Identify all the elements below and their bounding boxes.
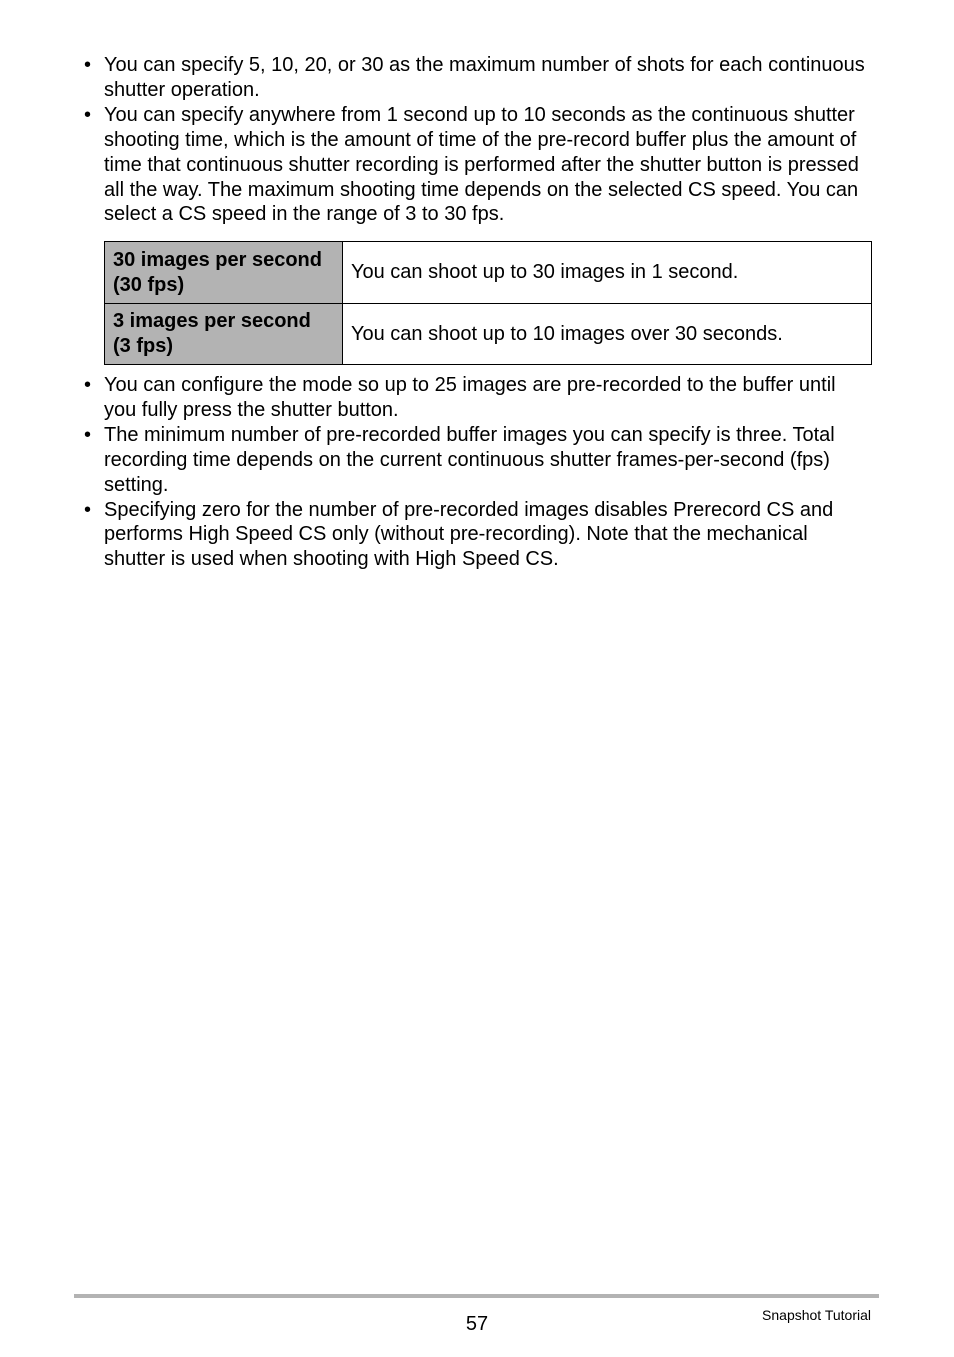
bullet-symbol: • (84, 374, 92, 396)
bullet-list-top (82, 53, 872, 227)
bullet-text: You can specify anywhere from 1 second up to 10 seconds as the continuous shutter shooting time, which is the amount of time of the pre-record buffer plus the amount of time that continuous shutter recording is performed after the shutter button is pressed all the way. The maximum shooting time depends on the selected CS speed. You can select a CS speed in the range of 3 to 30 fps. (104, 103, 859, 226)
section-name: Snapshot Tutorial (762, 1307, 871, 1323)
bullet-text: You can configure the mode so up to 25 images are pre-recorded to the buffer until you fully press the shutter button. (104, 374, 836, 421)
bullet-item (82, 373, 872, 423)
bullet-item (82, 53, 872, 103)
cs-speed-table (104, 241, 872, 365)
bullet-item (82, 498, 872, 573)
bullet-text: The minimum number of pre-recorded buffer images you can specify is three. Total recording time depends on the current continuous shutter frames-per-second (fps) setting. (104, 423, 835, 496)
description-cell: You can shoot up to 30 images in 1 second. (343, 242, 872, 304)
speed-fps: (3 fps) (113, 335, 173, 357)
speed-label: 3 images per second (113, 310, 311, 333)
bullet-text: Specifying zero for the number of pre-recorded images disables Prerecord CS and performs High Speed CS only (without pre-recording). Note that the mechanical shutter is used when shooting with High Speed CS. (104, 498, 834, 571)
description-cell: You can shoot up to 10 images over 30 seconds. (343, 304, 872, 365)
table-row (105, 304, 872, 365)
bullet-item (82, 423, 872, 498)
bullet-symbol: • (84, 103, 92, 126)
bullet-symbol: • (84, 423, 92, 446)
speed-fps: (30 fps) (113, 273, 185, 296)
speed-cell (105, 242, 343, 304)
page-number: 57 (465, 1313, 489, 1335)
bullet-symbol: • (84, 498, 92, 521)
bullet-symbol: • (84, 54, 92, 76)
bullet-text: You can specify 5, 10, 20, or 30 as the maximum number of shots for each continuous shutter operation. (104, 54, 865, 101)
footer-divider (74, 1294, 879, 1298)
table-row (105, 242, 872, 304)
speed-label: 30 images per second (113, 248, 322, 271)
bullet-list-bottom (82, 373, 872, 572)
bullet-item (82, 103, 872, 228)
speed-cell (105, 304, 343, 365)
